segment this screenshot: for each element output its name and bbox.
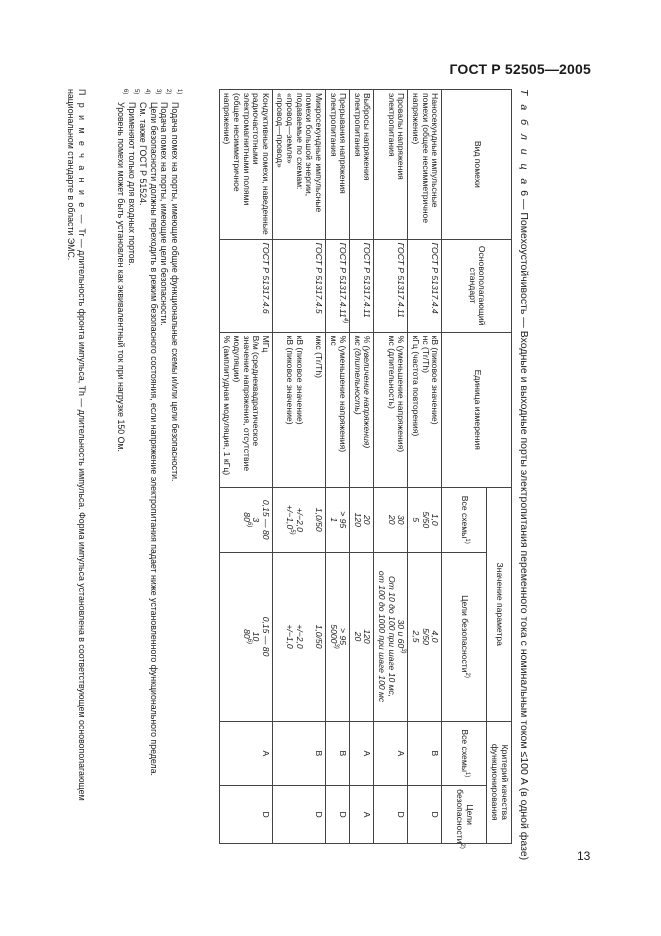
header-performance-criterion: Критерий качества функционирования [487, 721, 512, 844]
cell-basic-standard [408, 239, 442, 332]
cell-line: > 95 [338, 511, 349, 529]
cell-line: 20 [386, 514, 397, 525]
cell-crit-all: B [408, 721, 442, 786]
header-unit: Единица измерения [442, 332, 512, 487]
cell-line: Наносекундные импульсные помехи (общее несимметричное напряжение) [411, 93, 441, 226]
cell-param-all [326, 487, 350, 552]
cell-line: «провод—земля» [285, 93, 296, 164]
footnote-ref: 6) [245, 638, 252, 644]
cell-line: 5/50 [420, 628, 431, 645]
cell-line: мс (длительность) [386, 335, 397, 409]
cell-line: 20 [362, 514, 373, 525]
footnote-mark: 3) [154, 89, 161, 95]
cell-unit [374, 332, 408, 487]
cell-unit [350, 332, 374, 487]
note-lead: П р и м е ч а н и е — [77, 89, 87, 226]
table-row [408, 90, 442, 844]
cell-line [304, 336, 314, 484]
table-row [374, 90, 408, 844]
cell-param-all [219, 487, 272, 552]
cell-line: 1,0 [430, 513, 441, 526]
cell-unit [272, 332, 325, 487]
cell-crit-safety: D [326, 786, 350, 844]
table-body [219, 90, 442, 844]
footnote-item [137, 89, 148, 849]
footnote-mark: 5) [133, 89, 140, 95]
cell-basic-standard [219, 239, 272, 332]
header-basic-standard: Основополагающий стандарт [442, 239, 512, 332]
cell-line: 5/50 [420, 511, 431, 529]
cell-line: 1,0/50 [314, 624, 324, 649]
cell-line: 30 и 60$^{3)}$ [396, 619, 407, 654]
cell-line: +/−2,0 [294, 624, 305, 649]
cell-line: 2,5 [411, 630, 421, 643]
document-header: ГОСТ Р 52505—2005 [449, 61, 591, 77]
cell-param-safety [408, 552, 442, 721]
table-caption [514, 89, 530, 861]
footnote-mark: 1) [176, 89, 182, 95]
cell-line [304, 491, 314, 549]
header-param-safety: Цели безопасности$^{2)}$ [442, 552, 487, 721]
cell-line: кВ (пиковое значение) [294, 335, 305, 425]
cell-disturbance-type [326, 90, 350, 240]
cell-line: 120 [352, 512, 363, 527]
header-param-all-circuits: Все схемы$^{1)}$ [442, 487, 487, 552]
cell-line: 1 [328, 517, 339, 523]
header-crit-safety: Цели безопасности$^{2)}$ [442, 786, 487, 844]
caption-text: 6 — Помехоустойчивость — Входные и выходные порты электропитания переменного тока с номинальным током ≤100 А (в одной фазе) [518, 190, 530, 861]
footnote-text: Цели безопасности должны переходить в режим безопасного состояния, если напряжение электропитания падает ниже установленного функционального предела. [148, 102, 159, 776]
cell-param-all [374, 487, 408, 552]
cell-line: кВ (пиковое значение) [285, 335, 296, 425]
cell-line: нс (Tr/Th) [420, 335, 431, 373]
cell-line: 5000$^{3)}$ [328, 624, 339, 649]
footnote-item [148, 89, 159, 849]
cell-line: % (увеличение напряжения) [362, 335, 373, 449]
cell-line: Выбросы напряжения электропитания [352, 93, 373, 183]
cell-param-safety [350, 552, 374, 721]
cell-line: Прерывания напряжения электропитания [328, 93, 349, 197]
table-row [350, 90, 374, 844]
cell-line: ГОСТ Р 51317.4.5 [314, 242, 324, 314]
cell-line: > 95 [338, 628, 349, 646]
cell-unit [326, 332, 350, 487]
cell-line: ГОСТ Р 51317.4.11 [396, 242, 407, 318]
table-row [272, 90, 325, 844]
cell-line: 80$^{6)}$ [241, 512, 252, 528]
cell-line: 30 [396, 514, 407, 525]
cell-line: кВ (пиковое значение) [430, 335, 441, 425]
footnote-mark: 6) [122, 89, 129, 95]
cell-line: ГОСТ Р 51317.4.11$^{4)}$ [338, 242, 349, 324]
cell-line: Провалы напряжения электропитания [386, 93, 407, 183]
cell-crit-all: B [326, 721, 350, 786]
cell-line: % (уменьшение напряжения) [396, 335, 407, 453]
cell-unit [408, 332, 442, 487]
cell-disturbance-type [374, 90, 408, 240]
footnote-text: Уровень помехи может быть установлен как эквивалентный ток при нагрузке 150 Ом. [116, 102, 127, 452]
header-disturbance-type: Вид помехи [442, 90, 512, 240]
cell-line: % (амплитудная модуляция, 1 кГц) [222, 335, 233, 476]
header-crit-all-circuits: Все схемы$^{1)}$ [442, 721, 487, 786]
cell-basic-standard [374, 239, 408, 332]
cell-param-all [408, 487, 442, 552]
cell-basic-standard [350, 239, 374, 332]
cell-line: От 10 до 100 при шаге 10 мс, [386, 575, 397, 698]
cell-param-safety [272, 552, 325, 721]
cell-line: % (уменьшение напряжения) [338, 335, 349, 453]
immunity-table [219, 89, 512, 849]
cell-crit-all: B [272, 721, 325, 786]
cell-line: 120 [362, 629, 373, 644]
cell-unit [219, 332, 272, 487]
cell-line: мс [328, 335, 339, 346]
cell-crit-safety: D [408, 786, 442, 844]
footnote-mark: 2) [165, 89, 172, 95]
footnote-ref: 5) [288, 529, 295, 535]
cell-line: от 100 до 1000 при шаге 100 мс [377, 570, 388, 703]
note-text: Tr — длительность фронта импульса, Th — длительность импульса. Форма импульса установлена в соответствующем основополагающем национальном стандарте в области ЭМС. [66, 89, 87, 801]
cell-param-safety [374, 552, 408, 721]
cell-line: ГОСТ Р 51317.4.6 [260, 242, 271, 314]
footnote-item [116, 89, 127, 849]
cell-line: Кондуктивные помехи, наведенные радиочастотными электромагнитными полями (общее несимметричное напряжение) [222, 93, 271, 238]
cell-line: МГц [260, 335, 271, 353]
cell-line [304, 556, 314, 718]
footnote-item [159, 89, 170, 849]
cell-crit-safety: D [374, 786, 408, 844]
footnote-text: Подача помех на порты, имеющие общие функциональные схемы и/или цели безопасности. [170, 102, 180, 482]
footnote-item [169, 89, 180, 849]
table-row [326, 90, 350, 844]
cell-basic-standard [326, 239, 350, 332]
footnote-ref: 3) [332, 643, 339, 649]
footnote-ref: 4) [342, 317, 349, 324]
cell-param-all [350, 487, 374, 552]
cell-line: 10 [251, 631, 262, 642]
header-parameter-value: Значение параметра [487, 487, 512, 721]
cell-line: 80$^{6)}$ [241, 629, 252, 644]
cell-line: 20 [352, 631, 363, 642]
cell-crit-all: A [374, 721, 408, 786]
cell-line: 5 [411, 517, 421, 523]
cell-line: +/−1,0 [285, 624, 296, 649]
cell-line: 3 [251, 517, 262, 523]
footnote-mark: 4) [143, 89, 150, 95]
cell-crit-all: A [219, 721, 272, 786]
cell-line: Микросекундные импульсные помехи большой энергии, подаваемые по схемам: [294, 93, 324, 215]
table-row [219, 90, 272, 844]
cell-disturbance-type [219, 90, 272, 240]
cell-param-all [272, 487, 325, 552]
cell-param-safety [219, 552, 272, 721]
footnote-text: Применяют только для входных портов. [127, 102, 138, 266]
footnote-ref: 6) [245, 521, 252, 528]
table-note [66, 89, 87, 849]
cell-crit-safety: A [350, 786, 374, 844]
caption-lead: Т а б л и ц а [518, 89, 530, 188]
cell-line: 0,15 — 80 [260, 616, 271, 657]
footnote-ref: 3) [400, 648, 407, 654]
footnotes [116, 89, 180, 849]
cell-line: 0,15 — 80 [260, 499, 271, 540]
rotated-table-block [60, 89, 530, 861]
cell-line: мкс (Tr/Th) [314, 335, 324, 379]
cell-crit-all: A [350, 721, 374, 786]
footnote-item [126, 89, 140, 849]
cell-line: В/м (среднеквадратическое значение напряжения, отсутствие модуляции) [232, 335, 262, 474]
cell-basic-standard [272, 239, 325, 332]
cell-line: «провод—провод» [275, 93, 286, 168]
footnote-text: См. также ГОСТ Р 51524. [137, 102, 148, 206]
page-number: 13 [577, 849, 591, 863]
cell-line: +/−2,0 [294, 507, 305, 532]
footnote-text: Подача помех на порты, имеющие цели безопасности. [159, 102, 170, 326]
cell-crit-safety: D [272, 786, 325, 844]
cell-line: мс (длительность) [352, 335, 363, 415]
cell-line: 1,0/50 [314, 507, 324, 532]
cell-crit-safety: D [219, 786, 272, 844]
cell-line: ГОСТ Р 51317.4.11 [362, 242, 373, 318]
cell-disturbance-type [408, 90, 442, 240]
cell-param-safety [326, 552, 350, 721]
cell-disturbance-type [272, 90, 325, 240]
cell-line: кГц (частота повторения) [411, 335, 421, 437]
cell-line: ГОСТ Р 51317.4.4 [430, 242, 441, 314]
cell-line: $+/-1,0^{5)}$ [285, 504, 296, 535]
cell-line: 4,0 [430, 630, 441, 643]
cell-disturbance-type [350, 90, 374, 240]
